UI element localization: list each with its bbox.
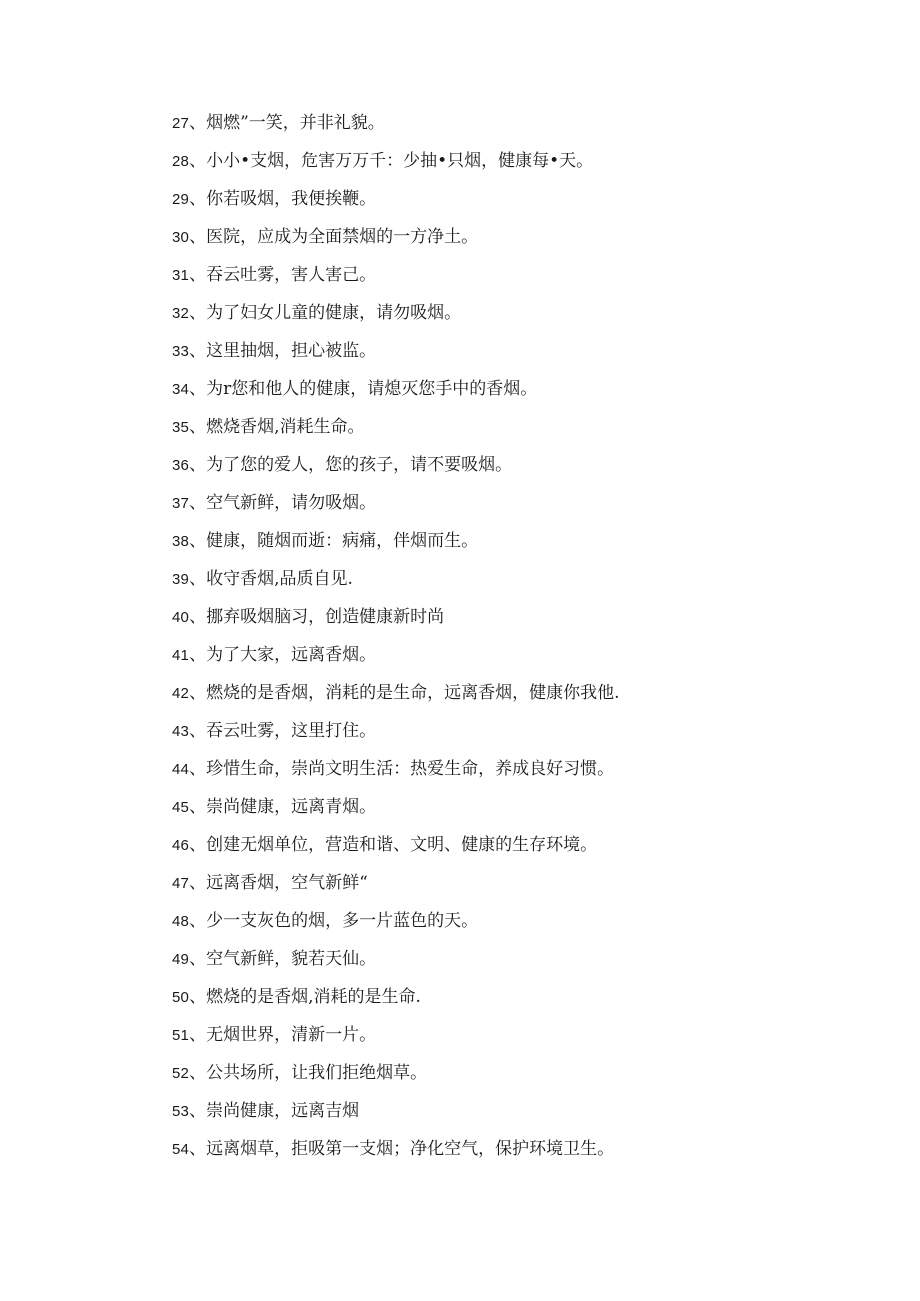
list-item bbox=[172, 110, 620, 148]
item-separator: 、 bbox=[189, 1025, 207, 1045]
item-number: 34 bbox=[172, 381, 190, 398]
item-separator: 、 bbox=[189, 911, 207, 931]
item-text: 吞云吐雾，害人害己。 bbox=[206, 265, 377, 285]
item-text: 收守香烟,品质自见. bbox=[206, 569, 353, 589]
item-number: 54 bbox=[172, 1141, 190, 1158]
item-separator: 、 bbox=[189, 531, 207, 551]
list-item bbox=[172, 642, 620, 680]
item-text: 少一支灰色的烟，多一片蓝色的天。 bbox=[206, 911, 479, 931]
item-separator: 、 bbox=[189, 341, 207, 361]
item-text: 为了妇女儿童的健康，请勿吸烟。 bbox=[206, 303, 462, 323]
item-text: 无烟世界，清新一片。 bbox=[206, 1025, 377, 1045]
item-separator: 、 bbox=[189, 607, 207, 627]
item-number: 42 bbox=[172, 685, 190, 702]
item-number: 41 bbox=[172, 647, 190, 664]
list-item bbox=[172, 984, 620, 1022]
item-text: 烟燃”一笑，并非礼貌。 bbox=[206, 113, 385, 133]
item-number: 33 bbox=[172, 343, 190, 360]
item-separator: 、 bbox=[189, 949, 207, 969]
item-number: 47 bbox=[172, 875, 190, 892]
item-text: 为了您的爱人，您的孩子，请不要吸烟。 bbox=[206, 455, 513, 475]
item-text: 你若吸烟，我便挨鞭。 bbox=[206, 189, 377, 209]
item-separator: 、 bbox=[189, 189, 207, 209]
item-text: 珍惜生命，崇尚文明生活：热爱生命，养成良好习惯。 bbox=[206, 759, 615, 779]
list-item bbox=[172, 376, 620, 414]
list-item bbox=[172, 148, 620, 186]
item-text: 小小•支烟，危害万万千：少抽•只烟，健康每•天。 bbox=[206, 151, 594, 171]
item-text: 崇尚健康，远离青烟。 bbox=[206, 797, 377, 817]
list-item bbox=[172, 680, 620, 718]
item-number: 35 bbox=[172, 419, 190, 436]
item-number: 28 bbox=[172, 153, 190, 170]
item-separator: 、 bbox=[189, 417, 207, 437]
item-separator: 、 bbox=[189, 873, 207, 893]
item-text: 为r您和他人的健康，请熄灭您手中的香烟。 bbox=[206, 379, 538, 399]
item-number: 39 bbox=[172, 571, 190, 588]
item-text: 空气新鲜，貌若天仙。 bbox=[206, 949, 377, 969]
list-item bbox=[172, 756, 620, 794]
list-item bbox=[172, 528, 620, 566]
item-number: 32 bbox=[172, 305, 190, 322]
list-item bbox=[172, 262, 620, 300]
item-text: 空气新鲜，请勿吸烟。 bbox=[206, 493, 377, 513]
item-number: 30 bbox=[172, 229, 190, 246]
item-separator: 、 bbox=[189, 379, 207, 399]
item-text: 创建无烟单位，营造和谐、文明、健康的生存环境。 bbox=[206, 835, 598, 855]
item-number: 29 bbox=[172, 191, 190, 208]
item-separator: 、 bbox=[189, 987, 207, 1007]
list-item bbox=[172, 604, 620, 642]
item-number: 36 bbox=[172, 457, 190, 474]
list-item bbox=[172, 718, 620, 756]
item-separator: 、 bbox=[189, 1139, 207, 1159]
item-number: 52 bbox=[172, 1065, 190, 1082]
item-text: 燃烧的是香烟，消耗的是生命，远离香烟，健康你我他. bbox=[206, 683, 620, 703]
item-separator: 、 bbox=[189, 493, 207, 513]
item-separator: 、 bbox=[189, 151, 207, 171]
item-separator: 、 bbox=[189, 455, 207, 475]
list-item bbox=[172, 566, 620, 604]
item-number: 31 bbox=[172, 267, 190, 284]
list-item bbox=[172, 1098, 620, 1136]
list-item bbox=[172, 224, 620, 262]
item-number: 40 bbox=[172, 609, 190, 626]
list-item bbox=[172, 1136, 620, 1174]
item-separator: 、 bbox=[189, 1101, 207, 1121]
item-number: 38 bbox=[172, 533, 190, 550]
item-number: 45 bbox=[172, 799, 190, 816]
item-number: 46 bbox=[172, 837, 190, 854]
item-number: 27 bbox=[172, 115, 190, 132]
item-separator: 、 bbox=[189, 227, 207, 247]
item-separator: 、 bbox=[189, 835, 207, 855]
item-text: 远离烟草，拒吸第一支烟；净化空气，保护环境卫生。 bbox=[206, 1139, 615, 1159]
item-number: 49 bbox=[172, 951, 190, 968]
item-text: 公共场所，让我们拒绝烟草。 bbox=[206, 1063, 428, 1083]
list-item bbox=[172, 908, 620, 946]
item-separator: 、 bbox=[189, 759, 207, 779]
item-text: 燃烧香烟,消耗生命。 bbox=[206, 417, 365, 437]
item-text: 这里抽烟，担心被监。 bbox=[206, 341, 377, 361]
slogan-list bbox=[172, 110, 620, 1174]
item-number: 51 bbox=[172, 1027, 190, 1044]
item-number: 37 bbox=[172, 495, 190, 512]
item-separator: 、 bbox=[189, 1063, 207, 1083]
item-text: 吞云吐雾，这里打住。 bbox=[206, 721, 377, 741]
item-separator: 、 bbox=[189, 303, 207, 323]
item-text: 燃烧的是香烟,消耗的是生命. bbox=[206, 987, 421, 1007]
item-separator: 、 bbox=[189, 683, 207, 703]
item-separator: 、 bbox=[189, 797, 207, 817]
item-text: 为了大家，远离香烟。 bbox=[206, 645, 377, 665]
list-item bbox=[172, 832, 620, 870]
item-number: 44 bbox=[172, 761, 190, 778]
item-number: 50 bbox=[172, 989, 190, 1006]
list-item bbox=[172, 870, 620, 908]
list-item bbox=[172, 1022, 620, 1060]
list-item bbox=[172, 794, 620, 832]
item-separator: 、 bbox=[189, 645, 207, 665]
item-text: 挪弃吸烟脑习，创造健康新时尚 bbox=[206, 607, 445, 627]
item-text: 健康，随烟而逝：病痛，伴烟而生。 bbox=[206, 531, 479, 551]
list-item bbox=[172, 1060, 620, 1098]
item-text: 医院，应成为全面禁烟的一方净土。 bbox=[206, 227, 479, 247]
list-item bbox=[172, 946, 620, 984]
item-number: 48 bbox=[172, 913, 190, 930]
item-separator: 、 bbox=[189, 721, 207, 741]
item-number: 43 bbox=[172, 723, 190, 740]
list-item bbox=[172, 338, 620, 376]
list-item bbox=[172, 300, 620, 338]
item-separator: 、 bbox=[189, 569, 207, 589]
item-text: 崇尚健康，远离吉烟 bbox=[206, 1101, 360, 1121]
item-number: 53 bbox=[172, 1103, 190, 1120]
item-text: 远离香烟，空气新鲜“ bbox=[206, 873, 368, 893]
list-item bbox=[172, 490, 620, 528]
list-item bbox=[172, 414, 620, 452]
list-item bbox=[172, 186, 620, 224]
item-separator: 、 bbox=[189, 113, 207, 133]
list-item bbox=[172, 452, 620, 490]
item-separator: 、 bbox=[189, 265, 207, 285]
